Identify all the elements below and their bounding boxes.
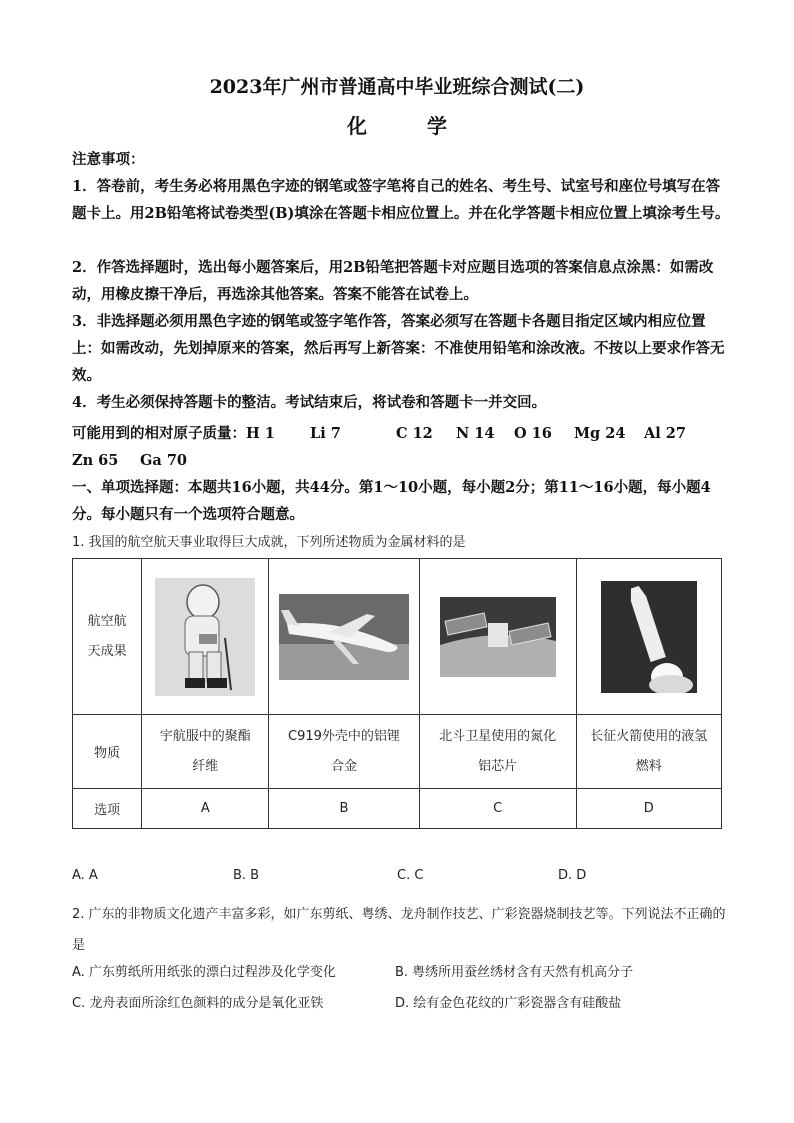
question-1-table [72,558,722,829]
option-letter: B [269,789,419,829]
subject-char: 化 [347,114,367,138]
note-item: 2．作答选择题时，选出每小题答案后，用2B铅笔把答题卡对应题目选项的答案信息点涂黑：如需改动，用橡皮擦干净后，再选涂其他答案。答案不能答在试卷上。 [72,259,714,303]
image-cell [142,559,269,715]
answer-option-a[interactable]: A. A [72,868,98,883]
section-heading: 一、单项选择题：本题共16小题，共44分。第1～10小题，每小题2分；第11～16小题，每小题4分。每小题只有一个选项符合题意。 [72,479,711,523]
c919-aircraft-image [279,594,409,680]
atomic-mass: Zn 65 [72,452,119,469]
answer-option-b[interactable]: B. 粤绣所用蚕丝绣材含有天然有机高分子 [395,965,634,980]
material-cell: C919外壳中的铝锂合金 [269,715,419,789]
material-cell: 北斗卫星使用的氮化铝芯片 [419,715,576,789]
exam-title: 2023年广州市普通高中毕业班综合测试(二) [209,76,585,98]
astronaut-suit-image [155,578,255,696]
notes-heading: 注意事项： [72,151,145,168]
image-cell [269,559,419,715]
material-cell: 宇航服中的聚酯纤维 [142,715,269,789]
row-label-option: 选项 [73,789,142,829]
answer-option-c[interactable]: C. C [397,868,424,883]
subject-title [0,110,794,139]
atomic-mass: H 1 [246,425,275,442]
subject-char: 学 [427,114,447,138]
answer-option-a[interactable]: A. 广东剪纸所用纸张的漂白过程涉及化学变化 [72,965,336,980]
atomic-mass: O 16 [514,425,552,442]
row-label-achievements: 航空航天成果 [73,559,142,715]
atomic-mass: Mg 24 [574,425,626,442]
image-cell [419,559,576,715]
beidou-satellite-image [440,597,556,677]
answer-option-b[interactable]: B. B [233,868,260,883]
answer-option-d[interactable]: D. 绘有金色花纹的广彩瓷器含有硅酸盐 [395,996,622,1011]
option-letter: D [576,789,721,829]
material-cell: 长征火箭使用的液氢燃料 [576,715,721,789]
atomic-masses-line-2 [72,447,732,474]
atomic-mass: Al 27 [644,425,686,442]
note-item: 4．考生必须保持答题卡的整洁。考试结束后，将试卷和答题卡一并交回。 [72,394,547,411]
option-letter: A [142,789,269,829]
atomic-mass: C 12 [396,425,433,442]
atomic-mass: Li 7 [310,425,341,442]
question-2-stem: 2. 广东的非物质文化遗产丰富多彩，如广东剪纸、粤绣、龙舟制作技艺、广彩瓷器烧制技艺等。下列说法不正确的是 [72,907,726,953]
answer-option-c[interactable]: C. 龙舟表面所涂红色颜料的成分是氧化亚铁 [72,996,324,1011]
note-item: 1．答卷前，考生务必将用黑色字迹的钢笔或签字笔将自己的姓名、考生号、试室号和座位号填写在答题卡上。用2B铅笔将试卷类型(B)填涂在答题卡相应位置上。并在化学答题卡相应位置上填涂考生号。 [72,178,730,222]
option-letter: C [419,789,576,829]
question-1-stem: 1. 我国的航空航天事业取得巨大成就，下列所述物质为金属材料的是 [72,535,466,550]
image-cell [576,559,721,715]
atomic-masses-label: 可能用到的相对原子质量： [72,425,246,442]
row-label-substance: 物质 [73,715,142,789]
long-march-rocket-image [601,581,697,693]
atomic-mass: Ga 70 [140,452,188,469]
note-item: 3．非选择题必须用黑色字迹的钢笔或签字笔作答，答案必须写在答题卡各题目指定区域内相应位置上：如需改动，先划掉原来的答案，然后再写上新答案：不准使用铅笔和涂改液。不按以上要求作答无效。 [72,313,725,384]
atomic-mass: N 14 [456,425,495,442]
atomic-masses-line-1 [72,420,732,447]
answer-option-d[interactable]: D. D [558,868,587,883]
